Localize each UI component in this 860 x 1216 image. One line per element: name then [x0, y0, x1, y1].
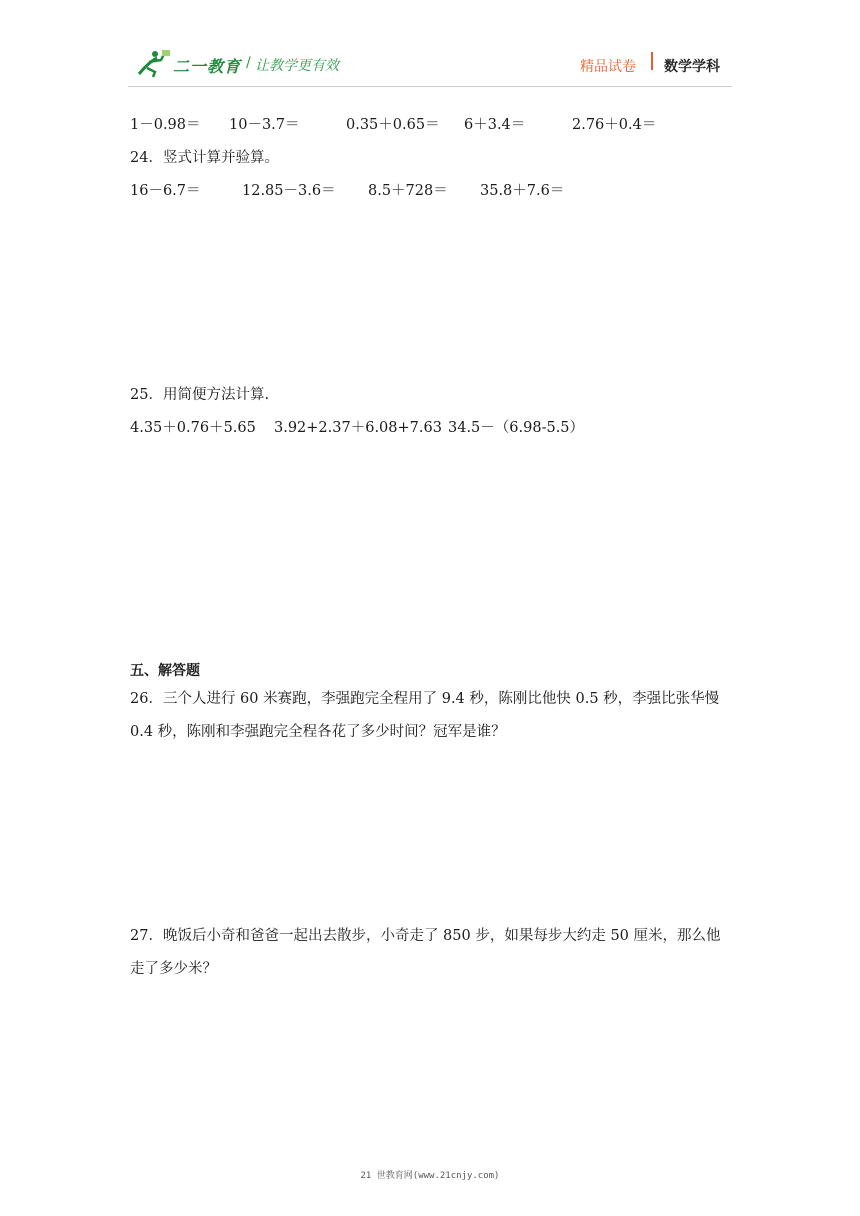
q23-item-3: 0.35＋0.65＝: [346, 117, 440, 133]
q24-item-3: 8.5＋728＝: [368, 183, 448, 199]
q24-item-2: 12.85－3.6＝: [242, 183, 336, 199]
header-rule: [128, 86, 732, 87]
q23-item-1: 1－0.98＝: [130, 117, 201, 133]
q25-item-3: 34.5－（6.98-5.5）: [448, 420, 585, 436]
runner-logo-icon: [135, 48, 171, 78]
header-label-quality: 精品试卷: [580, 59, 636, 75]
q27-line-2: 走了多少米？: [130, 961, 217, 977]
slogan: 让教学更有效: [255, 58, 339, 74]
slogan-divider: /: [246, 55, 251, 71]
header-label-subject: 数学学科: [664, 59, 720, 75]
q25-item-1: 4.35＋0.76＋5.65: [130, 420, 256, 436]
q23-item-5: 2.76＋0.4＝: [572, 117, 657, 133]
section-title: 五、解答题: [130, 663, 200, 679]
q25-title: 25．用简便方法计算.: [130, 387, 270, 403]
q26-line-2: 0.4 秒，陈刚和李强跑完全程各花了多少时间？冠军是谁？: [130, 724, 506, 740]
logo-text: 二一教育: [173, 57, 242, 76]
q27-line-1: 27．晚饭后小奇和爸爸一起出去散步，小奇走了 850 步，如果每步大约走 50 厘米，那么他: [130, 928, 721, 944]
q26-line-1: 26．三个人进行 60 米赛跑，李强跑完全程用了 9.4 秒，陈刚比他快 0.5 秒，李强比张华慢: [130, 691, 720, 707]
q25-item-2: 3.92+2.37＋6.08+7.63: [274, 420, 442, 436]
page-footer: 21 世教育网(www.21cnjy.com): [360, 1171, 500, 1181]
header-separator: [651, 52, 653, 70]
q23-item-2: 10－3.7＝: [229, 117, 300, 133]
q24-item-1: 16－6.7＝: [130, 183, 201, 199]
q24-title: 24．竖式计算并验算。: [130, 150, 279, 166]
q23-item-4: 6＋3.4＝: [464, 117, 526, 133]
q24-item-4: 35.8＋7.6＝: [480, 183, 565, 199]
brand-logo: [135, 48, 245, 80]
